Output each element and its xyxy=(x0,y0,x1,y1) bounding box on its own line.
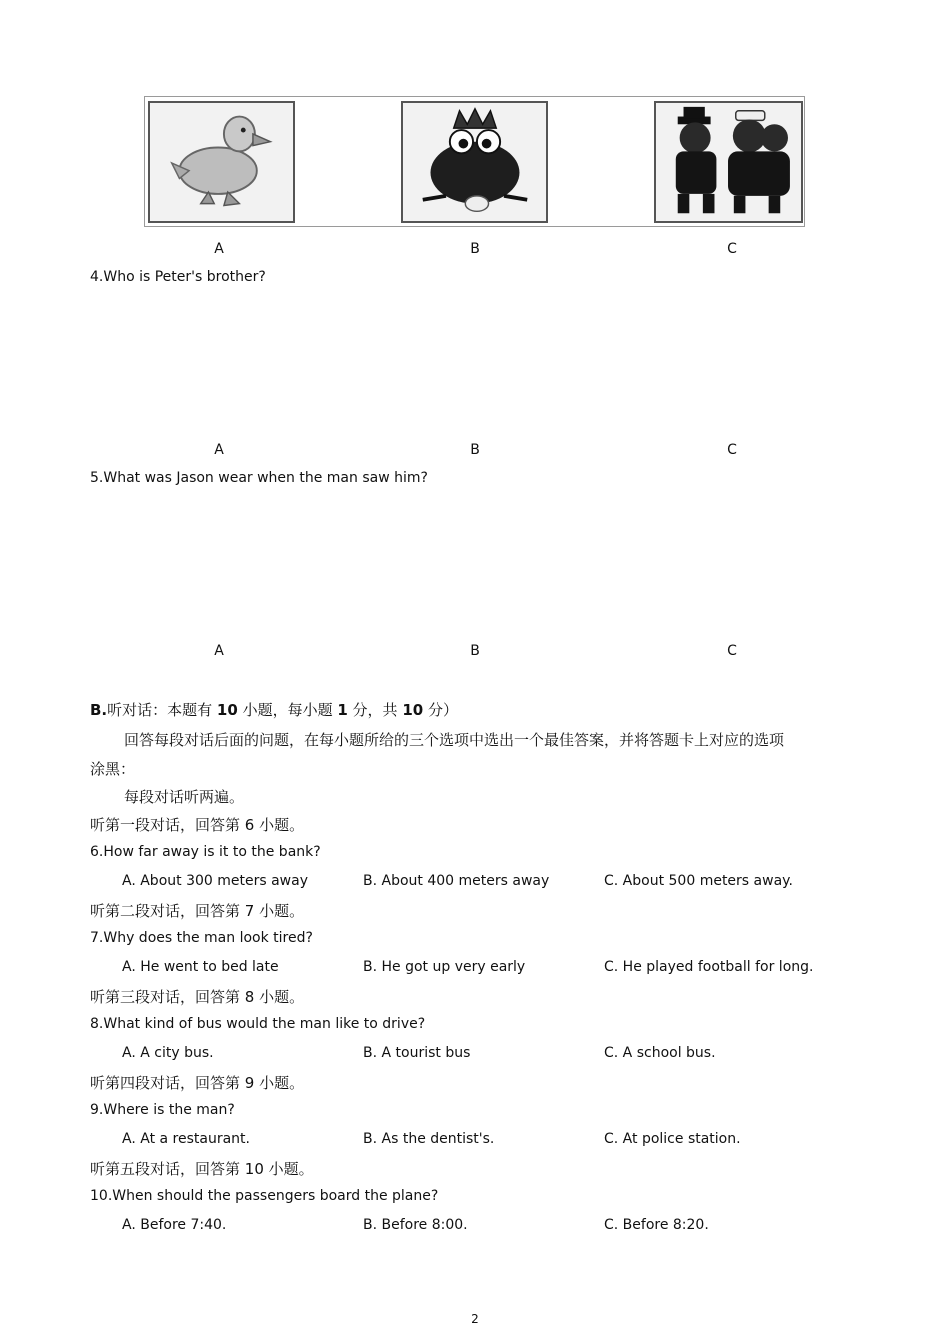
q8-choice-b: B. A tourist bus xyxy=(363,1045,471,1061)
q8-choice-c: C. A school bus. xyxy=(604,1045,716,1061)
section-b-score-total: 10 xyxy=(402,701,424,719)
q10-choice-b: B. Before 8:00. xyxy=(363,1217,468,1233)
option-label-b: B xyxy=(470,241,480,257)
dialogue-4-intro: 听第四段对话，回答第 9 小题。 xyxy=(90,1074,305,1092)
instruction-line-1: 回答每段对话后面的问题，在每小题所给的三个选项中选出一个最佳答案，并将答题卡上对应的选项 xyxy=(124,731,785,749)
q6-choice-a: A. About 300 meters away xyxy=(122,873,308,889)
instruction-line-3: 每段对话听两遍。 xyxy=(124,788,245,806)
q10-choice-c: C. Before 8:20. xyxy=(604,1217,709,1233)
q5-option-label-a: A xyxy=(214,643,224,659)
duck-icon xyxy=(150,103,293,221)
question-10: 10.When should the passengers board the plane? xyxy=(90,1188,439,1204)
section-b-heading-text-2: 小题，每小题 xyxy=(237,701,338,719)
question-9: 9.Where is the man? xyxy=(90,1102,235,1118)
option-label-a: A xyxy=(214,241,224,257)
section-b-score-each: 1 xyxy=(337,701,348,719)
question-6: 6.How far away is it to the bank? xyxy=(90,844,321,860)
bears-picture xyxy=(654,101,803,223)
section-b-heading-text-3: 分，共 xyxy=(347,701,403,719)
section-b-count: 10 xyxy=(216,701,238,719)
q9-choice-c: C. At police station. xyxy=(604,1131,741,1147)
q6-choice-b: B. About 400 meters away xyxy=(363,873,550,889)
dialogue-3-intro: 听第三段对话，回答第 8 小题。 xyxy=(90,988,305,1006)
q7-choice-a: A. He went to bed late xyxy=(122,959,279,975)
frog-prince-icon xyxy=(403,103,546,221)
section-b-heading xyxy=(90,699,458,720)
q4-option-label-c: C xyxy=(727,442,737,458)
q10-choice-a: A. Before 7:40. xyxy=(122,1217,227,1233)
q5-option-label-c: C xyxy=(727,643,737,659)
q5-option-label-b: B xyxy=(470,643,480,659)
frog-picture xyxy=(401,101,548,223)
page-number: 2 xyxy=(471,1312,479,1326)
q8-choice-a: A. A city bus. xyxy=(122,1045,214,1061)
two-bears-icon xyxy=(656,103,801,221)
q4-option-label-b: B xyxy=(470,442,480,458)
question-8: 8.What kind of bus would the man like to drive? xyxy=(90,1016,426,1032)
q9-choice-b: B. As the dentist's. xyxy=(363,1131,495,1147)
q9-choice-a: A. At a restaurant. xyxy=(122,1131,250,1147)
picture-strip xyxy=(144,96,805,227)
q4-option-label-a: A xyxy=(214,442,224,458)
section-b-prefix: B. xyxy=(90,701,108,719)
option-label-c: C xyxy=(727,241,737,257)
question-5: 5.What was Jason wear when the man saw him? xyxy=(90,470,428,486)
section-b-heading-text-1: 听对话：本题有 xyxy=(107,701,217,719)
q6-choice-c: C. About 500 meters away. xyxy=(604,873,793,889)
question-4: 4.Who is Peter's brother? xyxy=(90,269,266,285)
question-7: 7.Why does the man look tired? xyxy=(90,930,313,946)
q7-choice-c: C. He played football for long. xyxy=(604,959,814,975)
dialogue-5-intro: 听第五段对话，回答第 10 小题。 xyxy=(90,1160,314,1178)
q7-choice-b: B. He got up very early xyxy=(363,959,526,975)
duck-picture xyxy=(148,101,295,223)
dialogue-2-intro: 听第二段对话，回答第 7 小题。 xyxy=(90,902,305,920)
section-b-heading-text-4: 分） xyxy=(423,701,458,719)
instruction-line-2: 涂黑： xyxy=(90,760,136,778)
dialogue-1-intro: 听第一段对话，回答第 6 小题。 xyxy=(90,816,305,834)
